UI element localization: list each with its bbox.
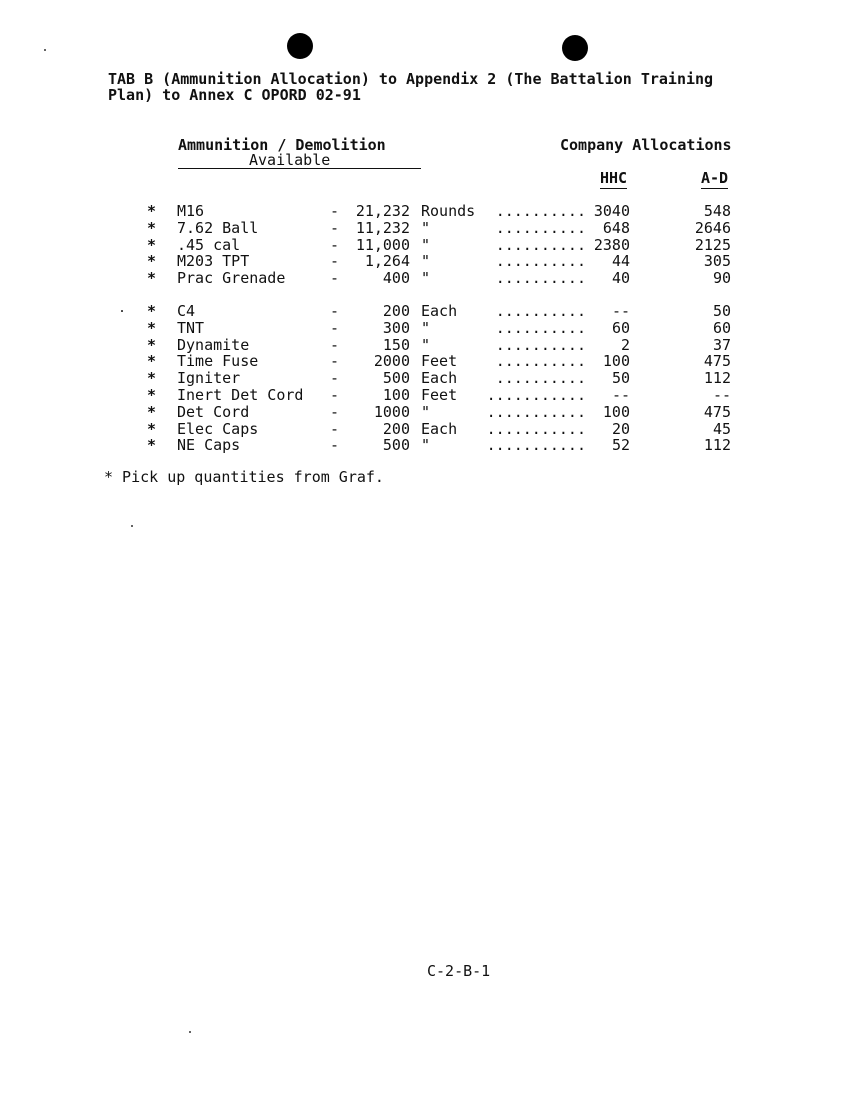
row-dash: - xyxy=(330,302,340,320)
unit: " xyxy=(421,318,431,337)
item-name: Prac Grenade xyxy=(177,269,286,288)
ad-value: 2125 xyxy=(694,235,731,254)
leader-dots: .......... xyxy=(495,318,586,337)
leader-dots: .......... xyxy=(495,335,586,354)
quantity: 1,264 xyxy=(364,252,410,271)
punch-hole-left xyxy=(287,33,313,59)
header-line-2: Plan) to Annex C OPORD 02-91 xyxy=(108,86,361,104)
ad-value: 475 xyxy=(703,352,731,371)
item-name: NE Caps xyxy=(177,436,241,455)
scan-speck xyxy=(131,525,133,527)
hhc-value: 20 xyxy=(611,419,630,438)
item-name: M16 xyxy=(177,202,205,220)
unit: Each xyxy=(421,419,458,438)
table-row xyxy=(0,421,864,438)
hhc-value: 60 xyxy=(611,318,630,337)
leader-dots: .......... xyxy=(495,269,586,288)
item-name: Time Fuse xyxy=(177,352,259,371)
quantity: 500 xyxy=(382,369,410,388)
leader-dots: ........... xyxy=(486,386,586,404)
ad-value: 112 xyxy=(703,436,731,455)
unit: " xyxy=(421,436,431,455)
row-dash: - xyxy=(330,436,340,455)
leader-dots: ........... xyxy=(486,402,586,421)
row-asterisk: * xyxy=(147,369,157,388)
unit: " xyxy=(421,269,431,288)
row-dash: - xyxy=(330,419,340,438)
row-dash: - xyxy=(330,335,340,354)
quantity: 150 xyxy=(382,335,410,354)
ad-value: 548 xyxy=(703,202,731,220)
hhc-value: 2380 xyxy=(593,235,630,254)
quantity: 300 xyxy=(382,318,410,337)
table-row xyxy=(0,303,864,320)
row-dash: - xyxy=(330,218,340,237)
item-name: TNT xyxy=(177,318,205,337)
row-asterisk: * xyxy=(147,419,157,438)
table-row xyxy=(0,237,864,254)
hhc-value: 100 xyxy=(602,402,630,421)
unit: Feet xyxy=(421,386,458,404)
item-name: Det Cord xyxy=(177,402,250,421)
hhc-value: 2 xyxy=(620,335,630,354)
ad-value: 45 xyxy=(712,419,731,438)
leader-dots: .......... xyxy=(495,235,586,254)
item-name: Elec Caps xyxy=(177,419,259,438)
row-asterisk: * xyxy=(147,335,157,354)
item-name: C4 xyxy=(177,302,196,320)
row-asterisk: * xyxy=(147,352,157,371)
hhc-value: 50 xyxy=(611,369,630,388)
header-line-1: TAB B (Ammunition Allocation) to Appendix 2 (The Battalion Training xyxy=(108,70,714,88)
row-asterisk: * xyxy=(147,436,157,455)
ad-value: 60 xyxy=(712,318,731,337)
hhc-value: 44 xyxy=(611,252,630,271)
quantity: 21,232 xyxy=(355,202,410,220)
unit: " xyxy=(421,335,431,354)
ad-value: 2646 xyxy=(694,218,731,237)
table-row xyxy=(0,270,864,287)
item-name: .45 cal xyxy=(177,235,241,254)
unit: " xyxy=(421,235,431,254)
item-name: M203 TPT xyxy=(177,252,250,271)
ad-value: 50 xyxy=(712,302,731,320)
item-name: Inert Det Cord xyxy=(177,386,304,404)
quantity: 200 xyxy=(382,302,410,320)
table-row xyxy=(0,220,864,237)
item-name: 7.62 Ball xyxy=(177,218,259,237)
row-dash: - xyxy=(330,318,340,337)
scan-speck xyxy=(189,1031,191,1033)
row-asterisk: * xyxy=(147,252,157,271)
quantity: 100 xyxy=(382,386,410,404)
hhc-value: -- xyxy=(611,302,630,320)
ammo-column-title: Ammunition / Demolition xyxy=(178,136,386,154)
ammo-column-subtitle: Available xyxy=(249,151,331,169)
table-row xyxy=(0,387,864,404)
table-row xyxy=(0,370,864,387)
row-dash: - xyxy=(330,352,340,371)
row-asterisk: * xyxy=(147,318,157,337)
leader-dots: ........... xyxy=(486,436,586,455)
row-asterisk: * xyxy=(147,235,157,254)
unit: Each xyxy=(421,369,458,388)
row-dash: - xyxy=(330,402,340,421)
quantity: 11,000 xyxy=(355,235,410,254)
row-dash: - xyxy=(330,386,340,404)
ad-value: -- xyxy=(712,386,731,404)
row-asterisk: * xyxy=(147,386,157,404)
table-row xyxy=(0,437,864,454)
punch-hole-right xyxy=(562,35,588,61)
ad-value: 475 xyxy=(703,402,731,421)
unit: " xyxy=(421,402,431,421)
ad-value: 90 xyxy=(712,269,731,288)
row-dash: - xyxy=(330,369,340,388)
table-row xyxy=(0,404,864,421)
table-row xyxy=(0,320,864,337)
item-name: Igniter xyxy=(177,369,241,388)
unit: Rounds xyxy=(421,202,476,220)
unit: Each xyxy=(421,302,458,320)
quantity: 400 xyxy=(382,269,410,288)
leader-dots: .......... xyxy=(495,202,586,220)
footnote: * Pick up quantities from Graf. xyxy=(104,468,384,486)
table-row xyxy=(0,353,864,370)
leader-dots: .......... xyxy=(495,302,586,320)
unit: " xyxy=(421,252,431,271)
row-dash: - xyxy=(330,202,340,220)
hhc-value: 100 xyxy=(602,352,630,371)
hhc-value: -- xyxy=(611,386,630,404)
unit: " xyxy=(421,218,431,237)
quantity: 200 xyxy=(382,419,410,438)
row-dash: - xyxy=(330,269,340,288)
row-asterisk: * xyxy=(147,302,157,320)
quantity: 500 xyxy=(382,436,410,455)
table-row xyxy=(0,203,864,220)
row-asterisk: * xyxy=(147,269,157,288)
row-dash: - xyxy=(330,235,340,254)
company-allocations-title: Company Allocations xyxy=(560,136,732,154)
quantity: 11,232 xyxy=(355,218,410,237)
quantity: 2000 xyxy=(373,352,410,371)
ad-column-header: A-D xyxy=(701,169,729,187)
row-asterisk: * xyxy=(147,218,157,237)
leader-dots: ........... xyxy=(486,419,586,438)
leader-dots: .......... xyxy=(495,352,586,371)
hhc-column-header: HHC xyxy=(600,169,628,187)
page-number: C-2-B-1 xyxy=(427,962,491,980)
ad-value: 112 xyxy=(703,369,731,388)
table-row xyxy=(0,253,864,270)
row-asterisk: * xyxy=(147,402,157,421)
leader-dots: .......... xyxy=(495,369,586,388)
ad-value: 305 xyxy=(703,252,731,271)
hhc-value: 648 xyxy=(602,218,630,237)
unit: Feet xyxy=(421,352,458,371)
hhc-value: 52 xyxy=(611,436,630,455)
quantity: 1000 xyxy=(373,402,410,421)
table-row xyxy=(0,337,864,354)
item-name: Dynamite xyxy=(177,335,250,354)
row-asterisk: * xyxy=(147,202,157,220)
hhc-value: 40 xyxy=(611,269,630,288)
leader-dots: .......... xyxy=(495,218,586,237)
row-dash: - xyxy=(330,252,340,271)
scan-speck xyxy=(44,49,46,51)
leader-dots: .......... xyxy=(495,252,586,271)
ad-value: 37 xyxy=(712,335,731,354)
hhc-value: 3040 xyxy=(593,202,630,220)
